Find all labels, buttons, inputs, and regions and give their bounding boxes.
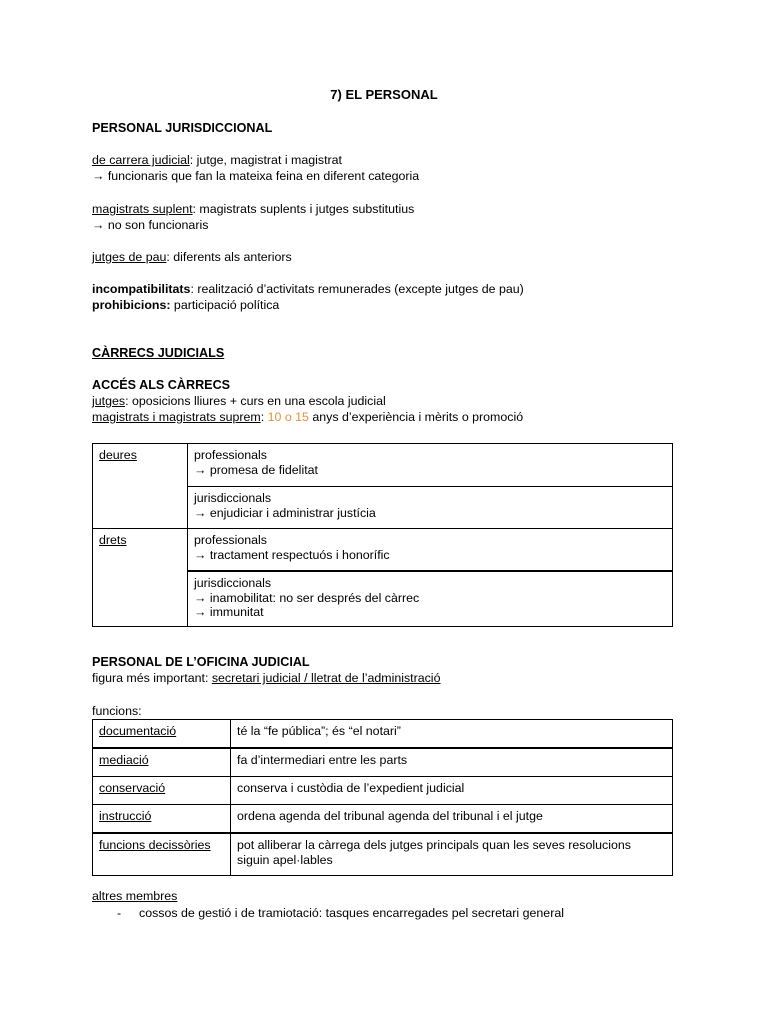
prohibicions-text: participació política xyxy=(170,298,280,312)
magistrats-text: anys d’experiència i mèrits o promoció xyxy=(308,410,524,424)
prohibicions-line xyxy=(92,297,279,313)
table-row xyxy=(93,748,673,777)
jutges-text: : oposicions lliures + curs en una escola judicial xyxy=(125,394,386,408)
table-row xyxy=(93,805,673,834)
table-cell xyxy=(188,529,673,572)
pau-term: jutges de pau xyxy=(92,250,167,264)
carrera-term: de carrera judicial xyxy=(92,153,190,167)
suplent-line xyxy=(92,201,414,217)
cell-line: → tractament respectuós i honorífic xyxy=(194,547,390,562)
prohibicions-term: prohibicions: xyxy=(92,298,171,312)
magistrats-colon: : xyxy=(260,410,268,424)
table-cell xyxy=(188,487,673,529)
table-value-cell: té la “fe pública”; és “el notari” xyxy=(231,720,673,749)
incompatibilitats-text: : realització d’activitats remunerades (excepte jutges de pau) xyxy=(190,282,524,296)
table-key-cell xyxy=(93,777,231,805)
heading-oficina-judicial: PERSONAL DE L’OFICINA JUDICIAL xyxy=(92,655,310,669)
table-cell xyxy=(188,571,673,627)
cell-line: → enjudiciar i administrar justícia xyxy=(194,505,376,520)
funcions-table xyxy=(92,719,673,876)
table-value-cell: ordena agenda del tribunal agenda del tribunal i el jutge xyxy=(231,805,673,834)
row-key: funcions decissòries xyxy=(99,838,211,852)
cell-line: → promesa de fidelitat xyxy=(194,462,318,477)
row-key: conservació xyxy=(99,781,166,795)
bullet-text: cossos de gestió i de tramiotació: tasques encarregades pel secretari general xyxy=(139,906,564,920)
drets-label: drets xyxy=(99,533,127,547)
altres-membres-label: altres membres xyxy=(92,889,178,903)
jutges-line xyxy=(92,393,386,409)
incompatibilitats-term: incompatibilitats xyxy=(92,282,191,296)
carrera-line xyxy=(92,152,342,168)
suplent-term: magistrats suplent xyxy=(92,202,193,216)
table-row xyxy=(93,720,673,749)
row-key: documentació xyxy=(99,724,177,738)
pau-text: : diferents als anteriors xyxy=(166,250,292,264)
deures-label: deures xyxy=(99,448,137,462)
drets-cell xyxy=(93,529,188,627)
table-key-cell xyxy=(93,833,231,876)
cell-line: jurisdiccionals xyxy=(194,491,272,505)
table-row xyxy=(93,777,673,805)
years-highlight: 10 o 15 xyxy=(267,410,309,424)
page-title: 7) EL PERSONAL xyxy=(330,87,438,102)
carrera-note: → funcionaris que fan la mateixa feina en diferent categoria xyxy=(92,169,420,183)
table-value-cell: conserva i custòdia de l’expedient judicial xyxy=(231,777,673,805)
table-cell xyxy=(188,444,673,487)
figura-term: secretari judicial / lletrat de l’administració xyxy=(211,671,441,685)
pau-line xyxy=(92,249,292,265)
table-key-cell xyxy=(93,748,231,777)
deures-cell xyxy=(93,444,188,529)
table-row xyxy=(93,833,673,876)
table-row xyxy=(93,529,673,572)
row-key: instrucció xyxy=(99,809,152,823)
table-value-cell: pot alliberar la càrrega dels jutges principals quan les seves resolucions siguin apel·lables xyxy=(231,833,673,876)
cell-line: professionals xyxy=(194,533,268,547)
table-row xyxy=(93,444,673,487)
figura-text: figura més important: xyxy=(92,671,212,685)
bullet-dash: - xyxy=(117,906,122,920)
carrera-text: : jutge, magistrat i magistrat xyxy=(189,153,342,167)
jutges-term: jutges xyxy=(92,394,126,408)
funcions-label: funcions: xyxy=(92,704,142,718)
magistrats-term: magistrats i magistrats suprem xyxy=(92,410,261,424)
heading-acces-carrecs: ACCÉS ALS CÀRRECS xyxy=(92,378,231,392)
heading-carrecs-judicials: CÀRRECS JUDICIALS xyxy=(92,346,225,360)
table-key-cell xyxy=(93,720,231,749)
magistrats-line xyxy=(92,409,523,425)
incompatibilitats-line xyxy=(92,281,524,297)
cell-line: jurisdiccionals xyxy=(194,576,272,590)
table-value-cell: fa d’intermediari entre les parts xyxy=(231,748,673,777)
heading-personal-jurisdiccional: PERSONAL JURISDICCIONAL xyxy=(92,121,273,135)
cell-line: → inamobilitat: no ser després del càrrec xyxy=(194,590,420,605)
figura-line xyxy=(92,670,440,686)
row-key: mediació xyxy=(99,753,149,767)
suplent-note: → no son funcionaris xyxy=(92,218,209,232)
table-key-cell xyxy=(93,805,231,834)
cell-line: professionals xyxy=(194,448,268,462)
cell-line: → immunitat xyxy=(194,605,264,619)
suplent-text: : magistrats suplents i jutges substitutius xyxy=(192,202,415,216)
deures-drets-table xyxy=(92,443,673,627)
